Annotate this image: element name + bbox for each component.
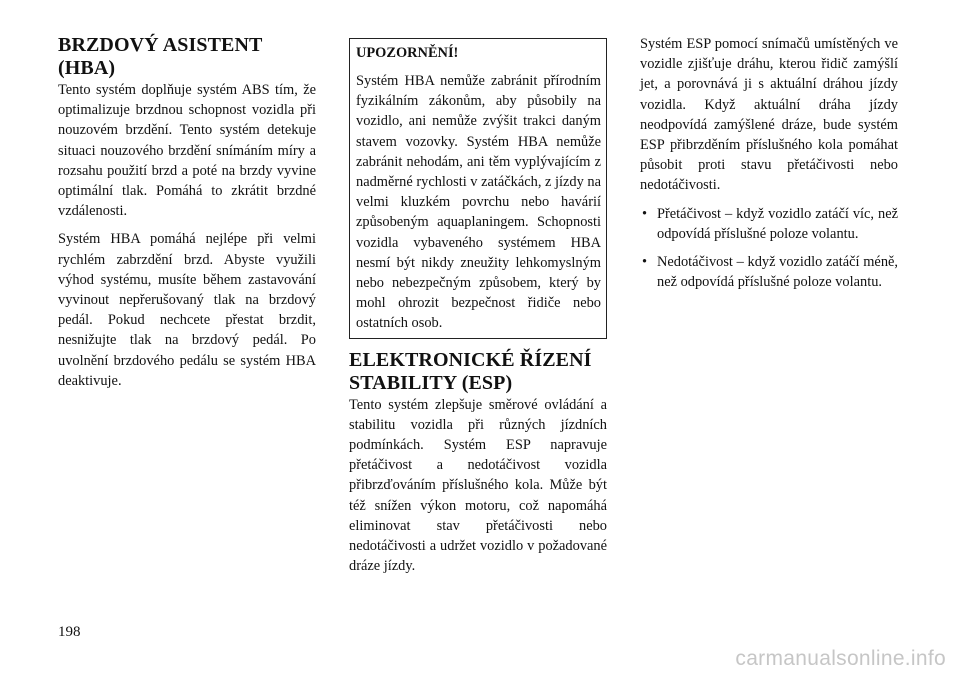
hba-paragraph-2: Systém HBA pomáhá nejlépe při velmi rychlém zabrzdění brzd. Abyste využili výhod systému, musíte během zastavování vyvinout nepřerušovaný tlak na brzdový pedál. Pokud nechcete přestat brzdit, nesnižujte tlak na brzdový pedál. Po uvolnění brzdového pedálu se systém HBA deaktivuje.: [58, 231, 316, 389]
column-right: [640, 34, 898, 300]
bullet-icon: •: [642, 205, 648, 222]
hba-paragraph-1: Tento systém doplňuje systém ABS tím, že optimalizuje brzdnou schopnost vozidla při nouzovém brzdění. Tento systém detekuje situaci nouzového brzdění snímáním míry a rozsahu použití brzd a poté na brzdy vyvine optimální tlak. Pomáhá to zkrátit brzdné vzdálenosti.: [58, 82, 316, 220]
esp-paragraph-2: Systém ESP pomocí snímačů umístěných ve vozidle zjišťuje dráhu, kterou řidič zamýšlí jet, a porovnává ji s aktuální dráhou jízdy vozidla. Když aktuální dráha jízdy neodpovídá zamýšlené dráze, bude systém ESP přibrzděním příslušného kola pomáhat působit proti stavu přetáčivosti nebo nedotáčivosti.: [640, 36, 898, 194]
esp-heading: ELEKTRONICKÉ ŘÍZENÍ STABILITY (ESP): [349, 348, 592, 394]
bullet-icon: •: [642, 254, 648, 271]
list-item: [640, 204, 898, 244]
list-item-text: Nedotáčivost – když vozidlo zatáčí méně, než odpovídá příslušné poloze volantu.: [657, 254, 898, 291]
page-number: 198: [58, 624, 81, 640]
warning-text: Systém HBA nemůže zabránit přírodním fyzikálním zákonům, aby působily na vozidlo, ani nemůže zvýšit trakci daným stavem vozovky. Systém HBA nemůže zabránit nehodám, ani těm vyplývajícím z nadměrné rychlosti v zatáčkách, z jízdy na velmi kluzkém povrchu nebo havárií způsobeným aquaplaningem. Schopnosti vozidla vybaveného systémem HBA nesmí být nikdy zneužity lehkomyslným nebo nebezpečným způsobem, který by mohl ohrozit bezpečnost řidiče nebo ostatních osob.: [356, 73, 601, 332]
list-item-text: Přetáčivost – když vozidlo zatáčí víc, než odpovídá příslušné poloze volantu.: [657, 205, 898, 242]
warning-title: UPOZORNĚNÍ!: [356, 45, 459, 61]
column-middle: [349, 38, 607, 576]
warning-box: [349, 38, 607, 339]
esp-bullet-list: [640, 204, 898, 293]
list-item: [640, 252, 898, 292]
hba-heading: BRZDOVÝ ASISTENT (HBA): [58, 34, 263, 79]
esp-paragraph-1: Tento systém zlepšuje směrové ovládání a stabilitu vozidla při různých jízdních podmínkách. Systém ESP napravuje přetáčivost a nedotáčivost vozidla přibrzďováním příslušného kola. Může být též snížen výkon motoru, což napomáhá eliminovat stav přetáčivosti nebo nedotáčivosti a udržet vozidlo v požadované dráze jízdy.: [349, 396, 607, 575]
watermark: carmanualsonline.info: [735, 647, 946, 670]
column-left: [58, 34, 316, 391]
